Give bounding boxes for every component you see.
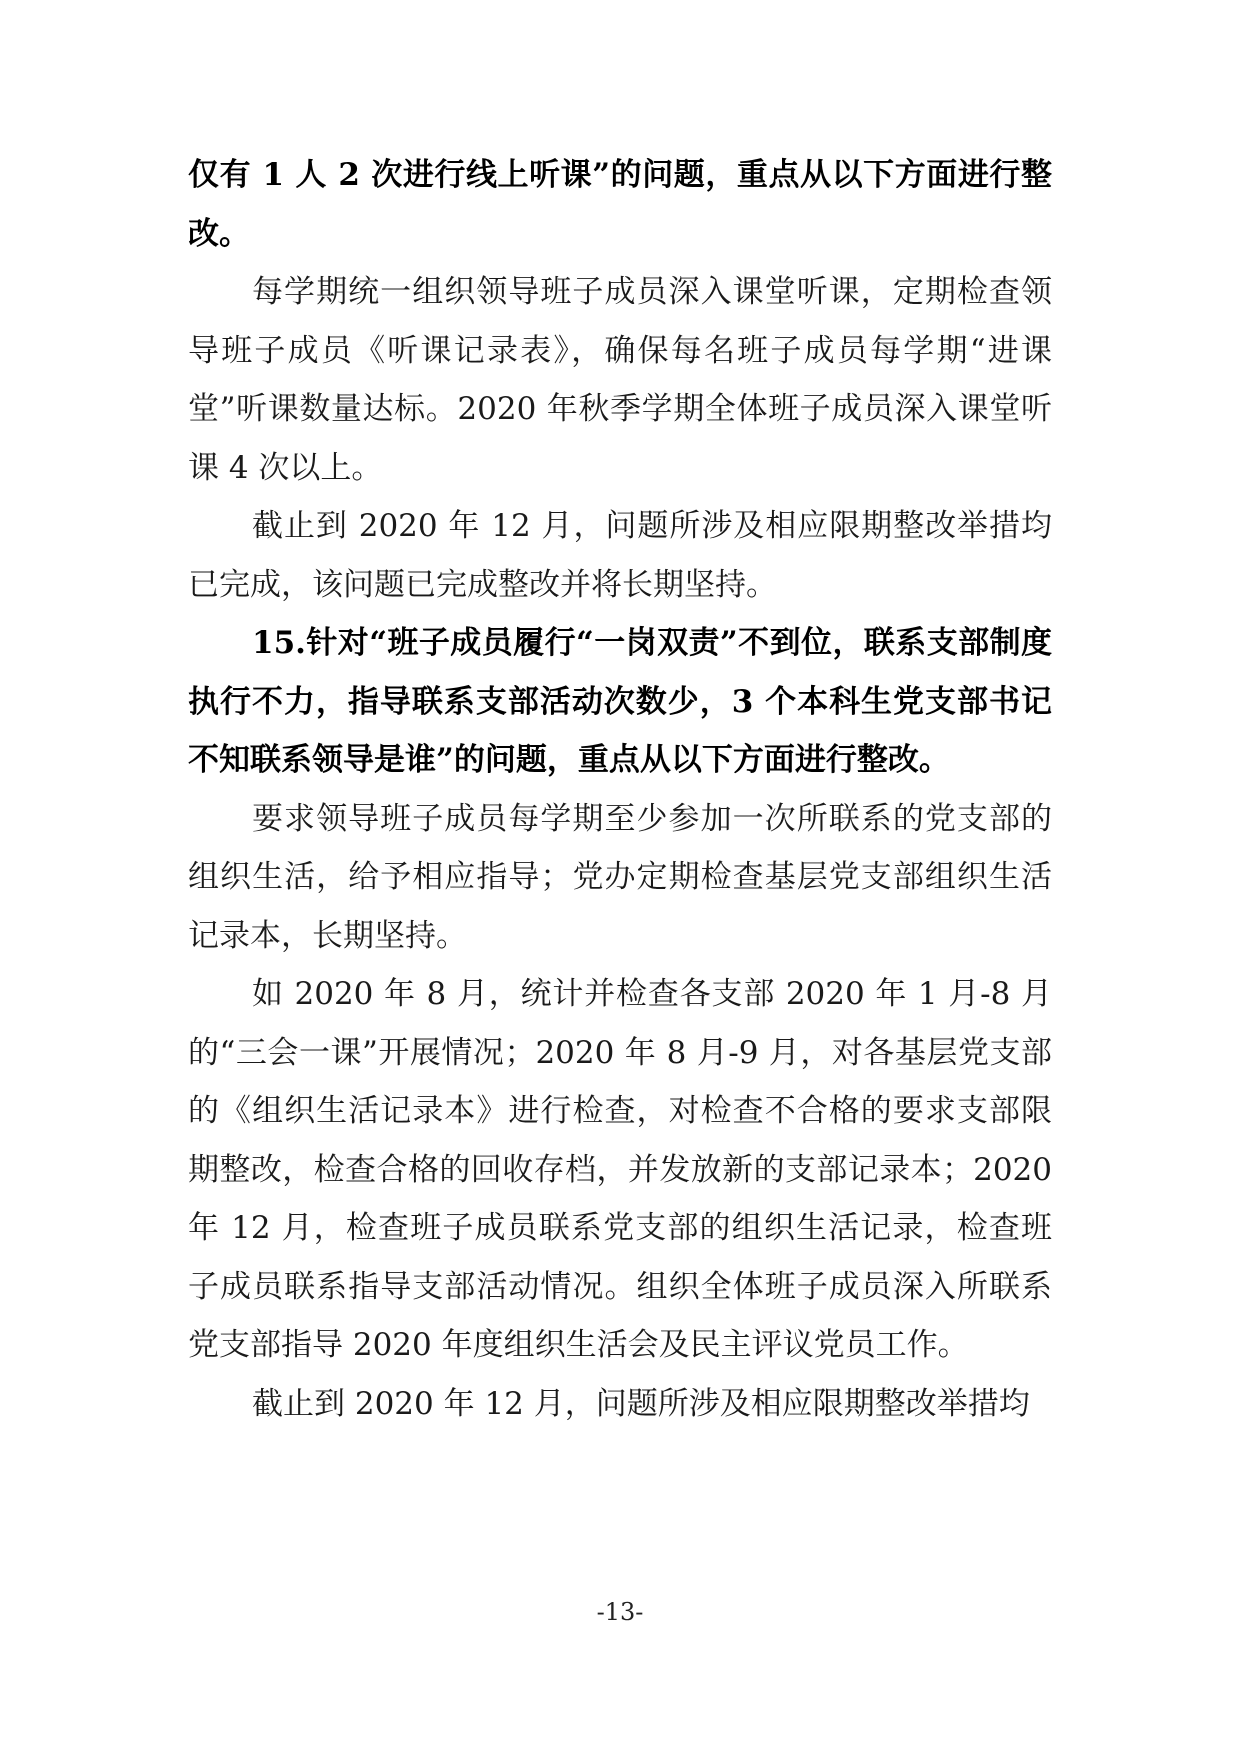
body-text: [188, 146, 1052, 1433]
paragraph-issue-continuation: 仅有 1 人 2 次进行线上听课”的问题，重点从以下方面进行整改。: [188, 157, 1052, 252]
paragraph-issue-15-heading: 15.针对“班子成员履行“一岗双责”不到位，联系支部制度执行不力，指导联系支部活动次数少，3 个本科生党支部书记不知联系领导是谁”的问题，重点从以下方面进行整改。: [188, 625, 1052, 778]
paragraph-inspection-details: 如 2020 年 8 月，统计并检查各支部 2020 年 1 月-8 月的“三会一课”开展情况；2020 年 8 月-9 月，对各基层党支部的《组织生活记录本》进行检查，对检查不合格的要求支部限期整改，检查合格的回收存档，并发放新的支部记录本；2020 年 12 月，检查班子成员联系党支部的组织生活记录，检查班子成员联系指导支部活动情况。组织全体班子成员深入所联系党支部指导 2020 年度组织生活会及民主评议党员工作。: [188, 976, 1052, 1363]
page-number: -13-: [596, 1598, 644, 1626]
paragraph-completion-status-2: 截止到 2020 年 12 月，问题所涉及相应限期整改举措均: [252, 1385, 1030, 1422]
paragraph-lecture-attendance: 每学期统一组织领导班子成员深入课堂听课，定期检查领导班子成员《听课记录表》，确保每名班子成员每学期“进课堂”听课数量达标。2020 年秋季学期全体班子成员深入课堂听课 4 次以上。: [188, 274, 1052, 486]
paragraph-completion-status-1: 截止到 2020 年 12 月，问题所涉及相应限期整改举措均已完成，该问题已完成整改并将长期坚持。: [188, 508, 1052, 603]
paragraph-branch-guidance: 要求领导班子成员每学期至少参加一次所联系的党支部的组织生活，给予相应指导；党办定期检查基层党支部组织生活记录本，长期坚持。: [188, 800, 1052, 954]
